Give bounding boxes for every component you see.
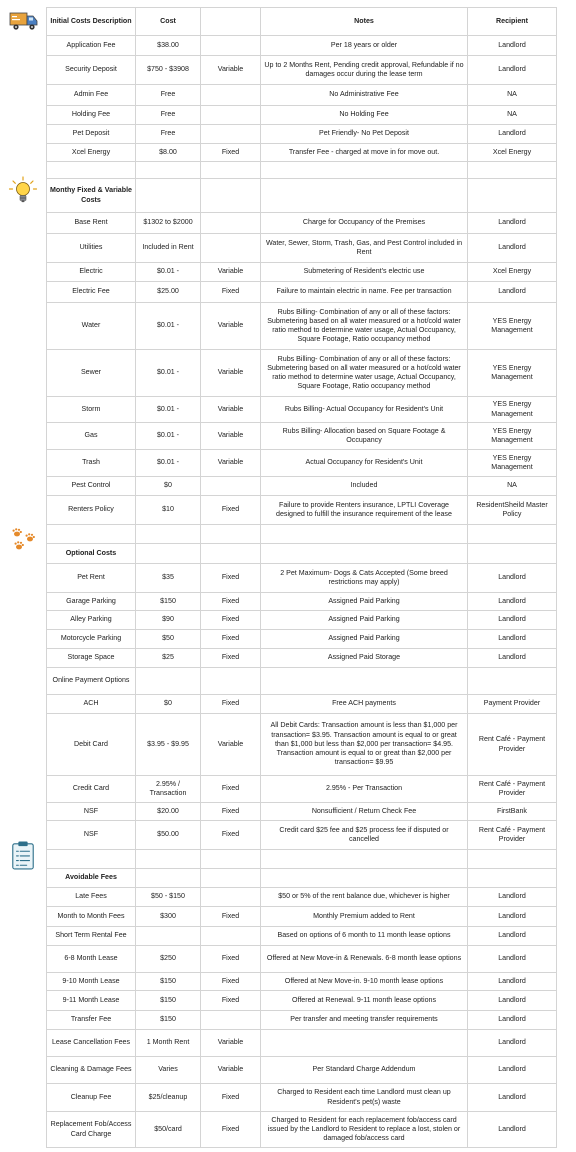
cost-cell: Free — [136, 125, 201, 144]
table-row — [47, 496, 557, 525]
empty-cell — [261, 162, 468, 179]
description-cell: Storm — [47, 397, 136, 423]
table-row — [47, 144, 557, 162]
notes-cell: Up to 2 Months Rent, Pending credit approval, Refundable if no damages occur during the lease term — [261, 56, 468, 85]
notes-cell: Per 18 years or older — [261, 36, 468, 56]
notes-cell: Free ACH payments — [261, 695, 468, 714]
recipient-cell: Xcel Energy — [468, 263, 557, 282]
recipient-cell: Rent Café - Payment Provider — [468, 714, 557, 776]
cost-cell: $25.00 — [136, 282, 201, 303]
description-cell: Lease Cancellation Fees — [47, 1030, 136, 1057]
cost-cell: $0.01 - — [136, 450, 201, 477]
description-cell: Utilities — [47, 234, 136, 263]
cost-cell: Free — [136, 106, 201, 125]
recipient-cell: Landlord — [468, 1084, 557, 1112]
cost-cell: $0.01 - — [136, 303, 201, 350]
type-cell: Variable — [201, 397, 261, 423]
recipient-cell: YES Energy Management — [468, 350, 557, 397]
type-cell — [201, 888, 261, 907]
section-header-row — [47, 869, 557, 888]
spacer-row — [47, 162, 557, 179]
cost-cell: $25 — [136, 649, 201, 668]
description-cell: Garage Parking — [47, 593, 136, 611]
description-cell: Pet Rent — [47, 564, 136, 593]
cost-cell: $35 — [136, 564, 201, 593]
table-row — [47, 714, 557, 776]
cost-cell: $150 — [136, 991, 201, 1011]
cost-cell: $150 — [136, 1011, 201, 1030]
cost-cell: $0 — [136, 477, 201, 496]
cost-cell: $8.00 — [136, 144, 201, 162]
type-cell: Fixed — [201, 649, 261, 668]
empty-cell — [136, 179, 201, 213]
type-cell — [201, 213, 261, 234]
recipient-cell: YES Energy Management — [468, 303, 557, 350]
header-recipient: Recipient — [468, 8, 557, 36]
description-cell: Motorcycle Parking — [47, 630, 136, 649]
notes-cell: Charged to Resident each time Landlord must clean up Resident's pet(s) waste — [261, 1084, 468, 1112]
recipient-cell: Landlord — [468, 1011, 557, 1030]
cost-cell — [136, 927, 201, 946]
type-cell — [201, 125, 261, 144]
recipient-cell: Landlord — [468, 36, 557, 56]
table-row — [47, 991, 557, 1011]
cost-cell: $150 — [136, 593, 201, 611]
table-row — [47, 1030, 557, 1057]
recipient-cell — [468, 668, 557, 695]
cost-cell: $150 — [136, 973, 201, 991]
notes-cell: $50 or 5% of the rent balance due, whichever is higher — [261, 888, 468, 907]
notes-cell: Rubs Billing- Actual Occupancy for Resident's Unit — [261, 397, 468, 423]
cost-cell: Included in Rent — [136, 234, 201, 263]
empty-cell — [261, 544, 468, 564]
cost-cell: $50 - $150 — [136, 888, 201, 907]
fee-table — [46, 7, 557, 1148]
lightbulb-icon — [8, 176, 38, 206]
notes-cell: No Holding Fee — [261, 106, 468, 125]
cost-cell: $250 — [136, 946, 201, 973]
cost-cell: 2.95% / Transaction — [136, 776, 201, 803]
cost-cell: $0.01 - — [136, 423, 201, 450]
description-cell: 9-11 Month Lease — [47, 991, 136, 1011]
notes-cell — [261, 668, 468, 695]
table-row — [47, 593, 557, 611]
type-cell: Fixed — [201, 695, 261, 714]
recipient-cell: ResidentSheild Master Policy — [468, 496, 557, 525]
section-header-row — [47, 544, 557, 564]
notes-cell: Failure to maintain electric in name. Fee per transaction — [261, 282, 468, 303]
recipient-cell: NA — [468, 106, 557, 125]
description-cell: Electric Fee — [47, 282, 136, 303]
section-title: Avoidable Fees — [47, 869, 136, 888]
notes-cell: Rubs Billing- Combination of any or all of these factors: Submetering based on all water measured or a hot/cold water ratio method to determine water usage, Actual Occupancy, Square Footage, Ratio occupancy method — [261, 303, 468, 350]
table-row — [47, 776, 557, 803]
notes-cell: Offered at New Move-in. 9-10 month lease options — [261, 973, 468, 991]
empty-cell — [136, 162, 201, 179]
description-cell: Trash — [47, 450, 136, 477]
recipient-cell: Landlord — [468, 973, 557, 991]
paw-prints-icon — [9, 526, 39, 552]
table-row — [47, 803, 557, 821]
notes-cell: Rubs Billing- Combination of any or all of these factors: Submetering based on all water measured or a hot/cold water ratio method to determine water usage, Actual Occupancy, Square Footage, Ratio occupancy method — [261, 350, 468, 397]
type-cell: Fixed — [201, 496, 261, 525]
type-cell — [201, 1011, 261, 1030]
cost-cell: $0.01 - — [136, 397, 201, 423]
notes-cell: Per transfer and meeting transfer requirements — [261, 1011, 468, 1030]
type-cell: Fixed — [201, 593, 261, 611]
recipient-cell: Landlord — [468, 125, 557, 144]
notes-cell: Submetering of Resident's electric use — [261, 263, 468, 282]
description-cell: Late Fees — [47, 888, 136, 907]
type-cell: Variable — [201, 1030, 261, 1057]
table-row — [47, 630, 557, 649]
cost-cell: $300 — [136, 907, 201, 927]
description-cell: Transfer Fee — [47, 1011, 136, 1030]
empty-cell — [201, 179, 261, 213]
notes-cell: Assigned Paid Parking — [261, 630, 468, 649]
spacer-row — [47, 850, 557, 869]
recipient-cell: Rent Café - Payment Provider — [468, 776, 557, 803]
notes-cell: Failure to provide Renters insurance, LPTLI Coverage designed to fulfill the insurance requirement of the lease — [261, 496, 468, 525]
type-cell: Variable — [201, 423, 261, 450]
recipient-cell: Landlord — [468, 630, 557, 649]
table-row — [47, 1084, 557, 1112]
recipient-cell: Landlord — [468, 56, 557, 85]
table-row — [47, 1112, 557, 1148]
description-cell: Month to Month Fees — [47, 907, 136, 927]
recipient-cell: NA — [468, 477, 557, 496]
empty-cell — [136, 544, 201, 564]
description-cell: NSF — [47, 821, 136, 850]
empty-cell — [468, 525, 557, 544]
empty-cell — [261, 525, 468, 544]
description-cell: Online Payment Options — [47, 668, 136, 695]
description-cell: Replacement Fob/Access Card Charge — [47, 1112, 136, 1148]
type-cell: Variable — [201, 714, 261, 776]
type-cell: Fixed — [201, 803, 261, 821]
description-cell: Holding Fee — [47, 106, 136, 125]
table-row — [47, 36, 557, 56]
notes-cell: Actual Occupancy for Resident's Unit — [261, 450, 468, 477]
description-cell: NSF — [47, 803, 136, 821]
cost-cell: $0.01 - — [136, 263, 201, 282]
description-cell: Gas — [47, 423, 136, 450]
cost-cell: $90 — [136, 611, 201, 630]
notes-cell: 2 Pet Maximum- Dogs & Cats Accepted (Some breed restrictions may apply) — [261, 564, 468, 593]
type-cell: Fixed — [201, 907, 261, 927]
notes-cell: Credit card $25 fee and $25 process fee if disputed or cancelled — [261, 821, 468, 850]
type-cell: Variable — [201, 56, 261, 85]
description-cell: Water — [47, 303, 136, 350]
notes-cell: Assigned Paid Storage — [261, 649, 468, 668]
cost-cell: $50 — [136, 630, 201, 649]
cost-cell: $50/card — [136, 1112, 201, 1148]
cost-cell: $0.01 - — [136, 350, 201, 397]
recipient-cell: Landlord — [468, 1030, 557, 1057]
table-row — [47, 695, 557, 714]
recipient-cell: NA — [468, 85, 557, 106]
description-cell: Pet Deposit — [47, 125, 136, 144]
table-row — [47, 350, 557, 397]
cost-cell: $20.00 — [136, 803, 201, 821]
type-cell: Fixed — [201, 1112, 261, 1148]
table-row — [47, 234, 557, 263]
empty-cell — [261, 179, 468, 213]
type-cell: Variable — [201, 450, 261, 477]
empty-cell — [261, 850, 468, 869]
recipient-cell: Landlord — [468, 649, 557, 668]
empty-cell — [468, 179, 557, 213]
type-cell — [201, 36, 261, 56]
notes-cell: Charged to Resident for each replacement fob/access card issued by the Landlord to Resident to replace a lost, stolen or damaged fob/access card — [261, 1112, 468, 1148]
description-cell: 9-10 Month Lease — [47, 973, 136, 991]
notes-cell: Offered at Renewal. 9-11 month lease options — [261, 991, 468, 1011]
empty-cell — [468, 162, 557, 179]
description-cell: Storage Space — [47, 649, 136, 668]
description-cell: Renters Policy — [47, 496, 136, 525]
type-cell: Fixed — [201, 1084, 261, 1112]
recipient-cell: Landlord — [468, 946, 557, 973]
type-cell: Fixed — [201, 630, 261, 649]
notes-cell: Rubs Billing- Allocation based on Square Footage & Occupancy — [261, 423, 468, 450]
recipient-cell: Landlord — [468, 991, 557, 1011]
section-header-row — [47, 179, 557, 213]
notes-cell: All Debit Cards: Transaction amount is less than $1,000 per transaction= $3.95. Transaction amount is equal to or great than $1,000 but less than $2,000 per transaction= $4.95. Transaction amount is equal to or great than $2,000 per transaction= $9.95 — [261, 714, 468, 776]
recipient-cell: Landlord — [468, 564, 557, 593]
recipient-cell: Xcel Energy — [468, 144, 557, 162]
empty-cell — [468, 850, 557, 869]
table-row — [47, 564, 557, 593]
table-row — [47, 85, 557, 106]
table-row — [47, 450, 557, 477]
empty-cell — [468, 869, 557, 888]
recipient-cell: Landlord — [468, 1112, 557, 1148]
table-row — [47, 821, 557, 850]
empty-cell — [47, 850, 136, 869]
description-cell: Pest Control — [47, 477, 136, 496]
notes-cell: Based on options of 6 month to 11 month lease options — [261, 927, 468, 946]
table-row — [47, 56, 557, 85]
type-cell: Fixed — [201, 144, 261, 162]
recipient-cell: Landlord — [468, 907, 557, 927]
recipient-cell: YES Energy Management — [468, 423, 557, 450]
empty-cell — [136, 525, 201, 544]
type-cell: Fixed — [201, 946, 261, 973]
recipient-cell: FirstBank — [468, 803, 557, 821]
section-title: Optional Costs — [47, 544, 136, 564]
notes-cell: Per Standard Charge Addendum — [261, 1057, 468, 1084]
description-cell: Alley Parking — [47, 611, 136, 630]
description-cell: Credit Card — [47, 776, 136, 803]
type-cell: Fixed — [201, 973, 261, 991]
recipient-cell: Landlord — [468, 1057, 557, 1084]
notes-cell: Nonsufficient / Return Check Fee — [261, 803, 468, 821]
description-cell: Xcel Energy — [47, 144, 136, 162]
notes-cell: Pet Friendly- No Pet Deposit — [261, 125, 468, 144]
notes-cell: No Administrative Fee — [261, 85, 468, 106]
type-cell: Fixed — [201, 776, 261, 803]
cost-cell: $25/cleanup — [136, 1084, 201, 1112]
header-notes: Notes — [261, 8, 468, 36]
description-cell: ACH — [47, 695, 136, 714]
empty-cell — [201, 850, 261, 869]
recipient-cell: YES Energy Management — [468, 397, 557, 423]
table-row — [47, 303, 557, 350]
table-row — [47, 477, 557, 496]
recipient-cell: Rent Café - Payment Provider — [468, 821, 557, 850]
description-cell: Sewer — [47, 350, 136, 397]
empty-cell — [136, 850, 201, 869]
cost-cell: $38.00 — [136, 36, 201, 56]
description-cell: Cleanup Fee — [47, 1084, 136, 1112]
table-row — [47, 263, 557, 282]
table-row — [47, 946, 557, 973]
table-row — [47, 907, 557, 927]
recipient-cell: Landlord — [468, 888, 557, 907]
notes-cell: Charge for Occupancy of the Premises — [261, 213, 468, 234]
notes-cell: Offered at New Move-in & Renewals. 6-8 month lease options — [261, 946, 468, 973]
table-row — [47, 1057, 557, 1084]
description-cell: 6-8 Month Lease — [47, 946, 136, 973]
notes-cell: Assigned Paid Parking — [261, 593, 468, 611]
description-cell: Base Rent — [47, 213, 136, 234]
type-cell: Variable — [201, 263, 261, 282]
description-cell: Security Deposit — [47, 56, 136, 85]
notes-cell — [261, 1030, 468, 1057]
type-cell: Variable — [201, 303, 261, 350]
type-cell — [201, 234, 261, 263]
header-row — [47, 8, 557, 36]
type-cell: Fixed — [201, 611, 261, 630]
cost-cell: 1 Month Rent — [136, 1030, 201, 1057]
description-cell: Debit Card — [47, 714, 136, 776]
recipient-cell: Landlord — [468, 927, 557, 946]
description-cell: Short Term Rental Fee — [47, 927, 136, 946]
notes-cell: Transfer Fee - charged at move in for move out. — [261, 144, 468, 162]
header-cost: Cost — [136, 8, 201, 36]
recipient-cell: Landlord — [468, 213, 557, 234]
empty-cell — [47, 162, 136, 179]
type-cell: Fixed — [201, 991, 261, 1011]
cost-cell: $0 — [136, 695, 201, 714]
clipboard-icon — [10, 840, 36, 870]
type-cell: Variable — [201, 350, 261, 397]
header-type — [201, 8, 261, 36]
type-cell: Fixed — [201, 564, 261, 593]
table-row — [47, 106, 557, 125]
empty-cell — [201, 869, 261, 888]
description-cell: Electric — [47, 263, 136, 282]
empty-cell — [261, 869, 468, 888]
table-row — [47, 649, 557, 668]
cost-cell: $3.95 - $9.95 — [136, 714, 201, 776]
type-cell — [201, 668, 261, 695]
table-row — [47, 125, 557, 144]
type-cell: Variable — [201, 1057, 261, 1084]
table-row — [47, 611, 557, 630]
empty-cell — [468, 544, 557, 564]
recipient-cell: Landlord — [468, 282, 557, 303]
spacer-row — [47, 525, 557, 544]
recipient-cell: YES Energy Management — [468, 450, 557, 477]
notes-cell: Monthly Premium added to Rent — [261, 907, 468, 927]
cost-cell — [136, 668, 201, 695]
header-description: Initial Costs Description — [47, 8, 136, 36]
type-cell: Fixed — [201, 821, 261, 850]
recipient-cell: Landlord — [468, 593, 557, 611]
table-row — [47, 213, 557, 234]
recipient-cell: Landlord — [468, 611, 557, 630]
table-row — [47, 423, 557, 450]
truck-icon — [9, 10, 39, 32]
notes-cell: Included — [261, 477, 468, 496]
table-row — [47, 973, 557, 991]
cost-cell: $1302 to $2000 — [136, 213, 201, 234]
table-row — [47, 888, 557, 907]
empty-cell — [201, 544, 261, 564]
table-row — [47, 282, 557, 303]
section-title: Monthy Fixed & Variable Costs — [47, 179, 136, 213]
type-cell — [201, 477, 261, 496]
empty-cell — [201, 162, 261, 179]
cost-cell: $10 — [136, 496, 201, 525]
type-cell — [201, 106, 261, 125]
notes-cell: Water, Sewer, Storm, Trash, Gas, and Pest Control included in Rent — [261, 234, 468, 263]
recipient-cell: Payment Provider — [468, 695, 557, 714]
table-row — [47, 668, 557, 695]
description-cell: Cleaning & Damage Fees — [47, 1057, 136, 1084]
table-row — [47, 1011, 557, 1030]
empty-cell — [201, 525, 261, 544]
type-cell — [201, 927, 261, 946]
cost-cell: Varies — [136, 1057, 201, 1084]
type-cell: Fixed — [201, 282, 261, 303]
description-cell: Application Fee — [47, 36, 136, 56]
table-row — [47, 397, 557, 423]
cost-cell: $50.00 — [136, 821, 201, 850]
description-cell: Admin Fee — [47, 85, 136, 106]
cost-cell: Free — [136, 85, 201, 106]
recipient-cell: Landlord — [468, 234, 557, 263]
notes-cell: Assigned Paid Parking — [261, 611, 468, 630]
notes-cell: 2.95% - Per Transaction — [261, 776, 468, 803]
type-cell — [201, 85, 261, 106]
table-row — [47, 927, 557, 946]
empty-cell — [136, 869, 201, 888]
empty-cell — [47, 525, 136, 544]
cost-cell: $750 - $3908 — [136, 56, 201, 85]
